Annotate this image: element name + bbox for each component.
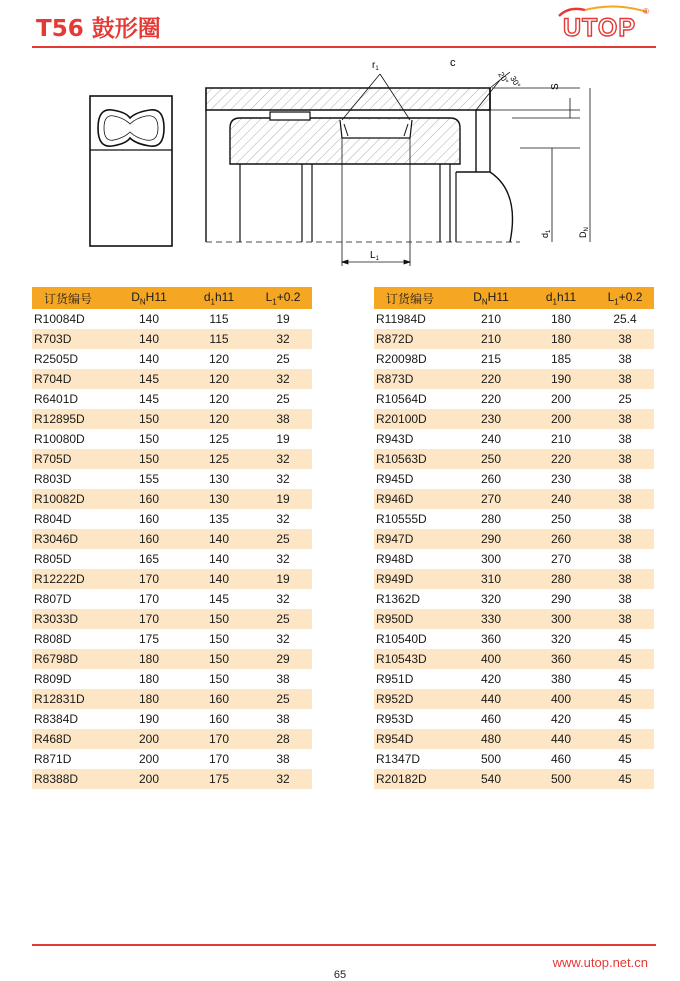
table-row	[32, 529, 312, 549]
cell-order-code: R10564D	[376, 392, 427, 406]
cell-order-code: R805D	[34, 552, 72, 566]
seal-profile	[90, 96, 172, 246]
cell-l1: 38	[596, 449, 654, 469]
cell-order-code: R10084D	[34, 312, 85, 326]
dim-label-c: c	[450, 57, 456, 69]
cell-dn: 210	[456, 329, 526, 349]
cell-l1: 38	[618, 592, 632, 606]
cell-dn: 330	[456, 609, 526, 629]
table-row	[374, 749, 654, 769]
cell-dn: 400	[456, 649, 526, 669]
cell-d1: 185	[550, 352, 572, 366]
cell-dn: 170	[138, 592, 160, 606]
housing	[206, 88, 490, 242]
cell-dn: 220	[480, 392, 502, 406]
cell-dn: 140	[114, 329, 184, 349]
cell-d1: 190	[526, 369, 596, 389]
table-row	[374, 769, 654, 789]
cell-dn: 320	[480, 592, 502, 606]
footer-rule	[32, 944, 656, 946]
table-row	[374, 469, 654, 489]
cell-d1: 150	[208, 632, 230, 646]
cell-l1: 45	[596, 729, 654, 749]
table-row	[374, 509, 654, 529]
table-header-row	[32, 287, 312, 309]
table-row	[32, 729, 312, 749]
cell-d1: 150	[208, 672, 230, 686]
table-row	[374, 629, 654, 649]
table-row	[374, 529, 654, 549]
cell-l1: 28	[254, 729, 312, 749]
cell-d1: 145	[208, 592, 230, 606]
spec-table-right	[374, 287, 654, 789]
cell-dn: 160	[138, 512, 160, 526]
table-row	[32, 329, 312, 349]
cell-dn: 190	[138, 712, 160, 726]
table-row	[374, 569, 654, 589]
cell-l1: 45	[596, 689, 654, 709]
cell-order-code: R11984D	[376, 312, 426, 326]
cell-order-code: R12222D	[32, 569, 114, 589]
cell-l1: 38	[596, 369, 654, 389]
cell-order-code: R946D	[374, 489, 456, 509]
cell-dn: 250	[456, 449, 526, 469]
cell-order-code: R468D	[32, 729, 114, 749]
cell-order-code: R703D	[32, 329, 114, 349]
cell-l1: 38	[596, 609, 654, 629]
spec-table-left	[32, 287, 312, 789]
table-row	[32, 669, 312, 689]
cell-l1: 32	[276, 632, 290, 646]
cell-d1: 230	[550, 472, 572, 486]
cell-d1: 130	[208, 472, 230, 486]
cell-dn: 215	[480, 352, 502, 366]
cell-d1: 180	[526, 329, 596, 349]
cell-l1: 45	[618, 672, 632, 686]
cell-d1: 420	[550, 712, 572, 726]
cell-dn: 540	[456, 769, 526, 789]
cell-dn: 160	[114, 489, 184, 509]
cell-d1: 210	[550, 432, 572, 446]
cell-order-code: R6401D	[34, 392, 79, 406]
cell-order-code: R20100D	[374, 409, 456, 429]
cell-d1: 440	[526, 729, 596, 749]
cell-d1: 460	[550, 752, 572, 766]
cell-dn: 420	[480, 672, 502, 686]
cell-dn: 160	[114, 529, 184, 549]
table-row	[32, 689, 312, 709]
cell-d1: 170	[184, 729, 254, 749]
table-row	[374, 389, 654, 409]
cell-l1: 25	[618, 392, 632, 406]
cell-dn: 270	[456, 489, 526, 509]
cell-order-code: R871D	[34, 752, 72, 766]
cell-order-code: R947D	[374, 529, 456, 549]
cell-order-code: R952D	[374, 689, 456, 709]
cell-d1: 175	[184, 769, 254, 789]
table-row	[374, 609, 654, 629]
cell-l1: 38	[276, 752, 290, 766]
cell-dn: 170	[114, 569, 184, 589]
cell-order-code: R953D	[376, 712, 414, 726]
cell-order-code: R873D	[374, 369, 456, 389]
cell-order-code: R948D	[376, 552, 414, 566]
cell-order-code: R705D	[32, 449, 114, 469]
dim-label-l1: $L_1$	[370, 250, 379, 262]
cell-order-code: R803D	[34, 472, 72, 486]
cell-l1: 32	[254, 329, 312, 349]
table-row	[374, 369, 654, 389]
cell-dn: 360	[480, 632, 502, 646]
table-row	[32, 569, 312, 589]
cell-order-code: R704D	[32, 369, 114, 389]
table-row	[32, 749, 312, 769]
cell-d1: 115	[184, 329, 254, 349]
footer-url: www.utop.net.cn	[552, 955, 648, 970]
cell-l1: 32	[276, 592, 290, 606]
header-l1: $L_1+0.2$	[596, 287, 654, 309]
cell-dn: 175	[138, 632, 160, 646]
page-number: 65	[333, 969, 347, 981]
piston	[206, 112, 520, 242]
table-row	[32, 349, 312, 369]
cell-dn: 170	[114, 609, 184, 629]
table-row	[374, 449, 654, 469]
table-row	[32, 369, 312, 389]
cell-l1: 25	[254, 689, 312, 709]
header-dn: $D_NH11$	[456, 287, 526, 309]
cell-l1: 38	[618, 512, 632, 526]
cell-order-code: R1362D	[376, 592, 421, 606]
cell-d1: 140	[184, 569, 254, 589]
cell-d1: 260	[526, 529, 596, 549]
cell-dn: 310	[456, 569, 526, 589]
table-row	[374, 549, 654, 569]
cell-dn: 165	[138, 552, 160, 566]
cell-order-code: R872D	[374, 329, 456, 349]
table-row	[32, 489, 312, 509]
cell-dn: 230	[456, 409, 526, 429]
cell-l1: 25	[254, 529, 312, 549]
header-rule	[32, 46, 656, 48]
cell-d1: 320	[550, 632, 572, 646]
cell-dn: 500	[480, 752, 502, 766]
cell-dn: 145	[138, 392, 160, 406]
table-row	[32, 549, 312, 569]
table-row	[32, 409, 312, 429]
cell-l1: 32	[276, 512, 290, 526]
cell-l1: 38	[596, 409, 654, 429]
cell-order-code: R2505D	[34, 352, 79, 366]
cell-d1: 115	[209, 312, 229, 326]
cell-d1: 125	[208, 432, 230, 446]
cell-l1: 45	[618, 752, 632, 766]
table-row	[374, 329, 654, 349]
cell-order-code: R951D	[376, 672, 414, 686]
cell-d1: 120	[208, 392, 230, 406]
table-row	[374, 689, 654, 709]
cell-d1: 280	[526, 569, 596, 589]
table-row	[374, 709, 654, 729]
cell-d1: 160	[208, 712, 230, 726]
table-row	[32, 709, 312, 729]
table-row	[374, 649, 654, 669]
cell-order-code: R10555D	[376, 512, 427, 526]
cell-order-code: R12895D	[32, 409, 114, 429]
cell-dn: 440	[456, 689, 526, 709]
cell-dn: 180	[114, 649, 184, 669]
cell-l1: 38	[618, 552, 632, 566]
cell-order-code: R943D	[376, 432, 414, 446]
header-d1: $d_1h11$	[184, 287, 254, 309]
cell-order-code: R10080D	[34, 432, 85, 446]
header-dn: $D_NH11$	[114, 287, 184, 309]
cell-dn: 460	[480, 712, 502, 726]
cell-dn: 290	[456, 529, 526, 549]
cell-dn: 260	[480, 472, 502, 486]
table-row	[374, 409, 654, 429]
cell-d1: 300	[526, 609, 596, 629]
cell-l1: 25.4	[613, 312, 637, 326]
cell-l1: 38	[596, 529, 654, 549]
cell-dn: 200	[114, 729, 184, 749]
cell-dn: 480	[456, 729, 526, 749]
cell-l1: 38	[618, 352, 632, 366]
cell-l1: 32	[276, 472, 290, 486]
table-row	[374, 669, 654, 689]
cell-l1: 25	[276, 392, 290, 406]
header-l1: $L_1+0.2$	[254, 287, 312, 309]
cell-l1: 45	[618, 712, 632, 726]
cell-d1: 150	[184, 609, 254, 629]
cell-d1: 200	[550, 392, 572, 406]
cell-l1: 32	[254, 769, 312, 789]
cell-order-code: R808D	[34, 632, 72, 646]
table-row	[32, 649, 312, 669]
cell-d1: 120	[208, 352, 230, 366]
cell-l1: 38	[596, 329, 654, 349]
cell-d1: 160	[184, 689, 254, 709]
cell-d1: 125	[184, 449, 254, 469]
cell-order-code: R10563D	[374, 449, 456, 469]
seal-cross-section-drawing	[80, 52, 600, 270]
cell-l1: 32	[254, 369, 312, 389]
header-order-code: 订货编号	[374, 287, 456, 309]
cell-d1: 290	[550, 592, 572, 606]
cell-l1: 19	[276, 312, 290, 326]
cell-l1: 29	[254, 649, 312, 669]
header-order-code: 订货编号	[32, 287, 114, 309]
cell-dn: 155	[138, 472, 160, 486]
table-row	[32, 509, 312, 529]
table-row	[374, 489, 654, 509]
cell-l1: 19	[254, 569, 312, 589]
cell-d1: 250	[550, 512, 572, 526]
cell-dn: 210	[480, 312, 502, 326]
dim-label-d1: $d_1$	[540, 229, 552, 238]
cell-order-code: R1347D	[376, 752, 421, 766]
logo-text: UTOP	[563, 14, 636, 42]
table-row	[374, 309, 654, 329]
cell-order-code: R945D	[376, 472, 414, 486]
cell-dn: 150	[138, 432, 160, 446]
cell-d1: 170	[208, 752, 230, 766]
utop-logo	[555, 4, 655, 44]
table-row	[32, 629, 312, 649]
cell-d1: 140	[184, 529, 254, 549]
cell-order-code: R20098D	[376, 352, 427, 366]
cell-l1: 38	[596, 569, 654, 589]
cell-d1: 180	[550, 312, 572, 326]
cell-order-code: R807D	[34, 592, 72, 606]
cell-order-code: R3033D	[32, 609, 114, 629]
cell-dn: 200	[138, 752, 160, 766]
table-row	[32, 389, 312, 409]
table-row	[32, 469, 312, 489]
table-row	[32, 309, 312, 329]
cell-l1: 38	[254, 409, 312, 429]
cell-d1: 200	[526, 409, 596, 429]
logo-registered-mark: ®	[643, 7, 649, 16]
cell-l1: 25	[254, 609, 312, 629]
cell-l1: 32	[254, 449, 312, 469]
cell-l1: 32	[276, 552, 290, 566]
table-row	[374, 429, 654, 449]
dim-label-angle-20: 20°	[496, 70, 511, 86]
cell-dn: 240	[480, 432, 502, 446]
cell-d1: 380	[550, 672, 572, 686]
cell-l1: 45	[618, 632, 632, 646]
table-row	[374, 729, 654, 749]
cell-d1: 270	[550, 552, 572, 566]
cell-dn: 300	[480, 552, 502, 566]
cell-l1: 38	[618, 432, 632, 446]
cell-d1: 500	[526, 769, 596, 789]
cell-d1: 140	[208, 552, 230, 566]
cell-dn: 140	[138, 352, 160, 366]
cell-order-code: R10082D	[32, 489, 114, 509]
cell-dn: 150	[114, 449, 184, 469]
table-row	[374, 349, 654, 369]
cell-order-code: R949D	[374, 569, 456, 589]
cell-order-code: R8388D	[32, 769, 114, 789]
cell-d1: 130	[184, 489, 254, 509]
table-row	[374, 589, 654, 609]
cell-order-code: R10540D	[376, 632, 427, 646]
cell-order-code: R12831D	[32, 689, 114, 709]
dim-label-angle-30: 30°	[508, 74, 523, 90]
cell-order-code: R3046D	[32, 529, 114, 549]
header-d1: $d_1h11$	[526, 287, 596, 309]
cell-d1: 120	[184, 409, 254, 429]
table-row	[32, 609, 312, 629]
table-header-row	[374, 287, 654, 309]
cell-dn: 145	[114, 369, 184, 389]
table-row	[32, 449, 312, 469]
cell-l1: 25	[276, 352, 290, 366]
table-row	[32, 589, 312, 609]
cell-l1: 45	[596, 649, 654, 669]
table-row	[32, 429, 312, 449]
cell-dn: 200	[114, 769, 184, 789]
cell-d1: 360	[526, 649, 596, 669]
cell-order-code: R954D	[374, 729, 456, 749]
cell-dn: 180	[114, 689, 184, 709]
cell-l1: 38	[276, 712, 290, 726]
cell-dn: 140	[138, 312, 160, 326]
cell-l1: 19	[276, 432, 290, 446]
dim-label-dn: $D_N$	[578, 227, 590, 238]
cell-d1: 135	[208, 512, 230, 526]
cell-l1: 45	[596, 769, 654, 789]
cell-order-code: R950D	[374, 609, 456, 629]
cell-l1: 38	[596, 489, 654, 509]
cell-order-code: R8384D	[34, 712, 79, 726]
cell-d1: 120	[184, 369, 254, 389]
cell-d1: 400	[526, 689, 596, 709]
cell-order-code: R20182D	[374, 769, 456, 789]
dim-label-r1: $r_1$	[372, 60, 379, 72]
cell-dn: 150	[114, 409, 184, 429]
cell-d1: 220	[526, 449, 596, 469]
cell-l1: 38	[276, 672, 290, 686]
cell-dn: 180	[138, 672, 160, 686]
cell-d1: 240	[526, 489, 596, 509]
dim-label-s: S	[550, 83, 561, 90]
cell-order-code: R10543D	[374, 649, 456, 669]
cell-d1: 150	[184, 649, 254, 669]
table-row	[32, 769, 312, 789]
page-title: T56 鼓形圈	[36, 16, 161, 42]
cell-order-code: R809D	[34, 672, 72, 686]
cell-order-code: R804D	[34, 512, 72, 526]
cell-order-code: R6798D	[32, 649, 114, 669]
cell-dn: 220	[456, 369, 526, 389]
cell-dn: 280	[480, 512, 502, 526]
cell-l1: 19	[254, 489, 312, 509]
cell-l1: 38	[618, 472, 632, 486]
